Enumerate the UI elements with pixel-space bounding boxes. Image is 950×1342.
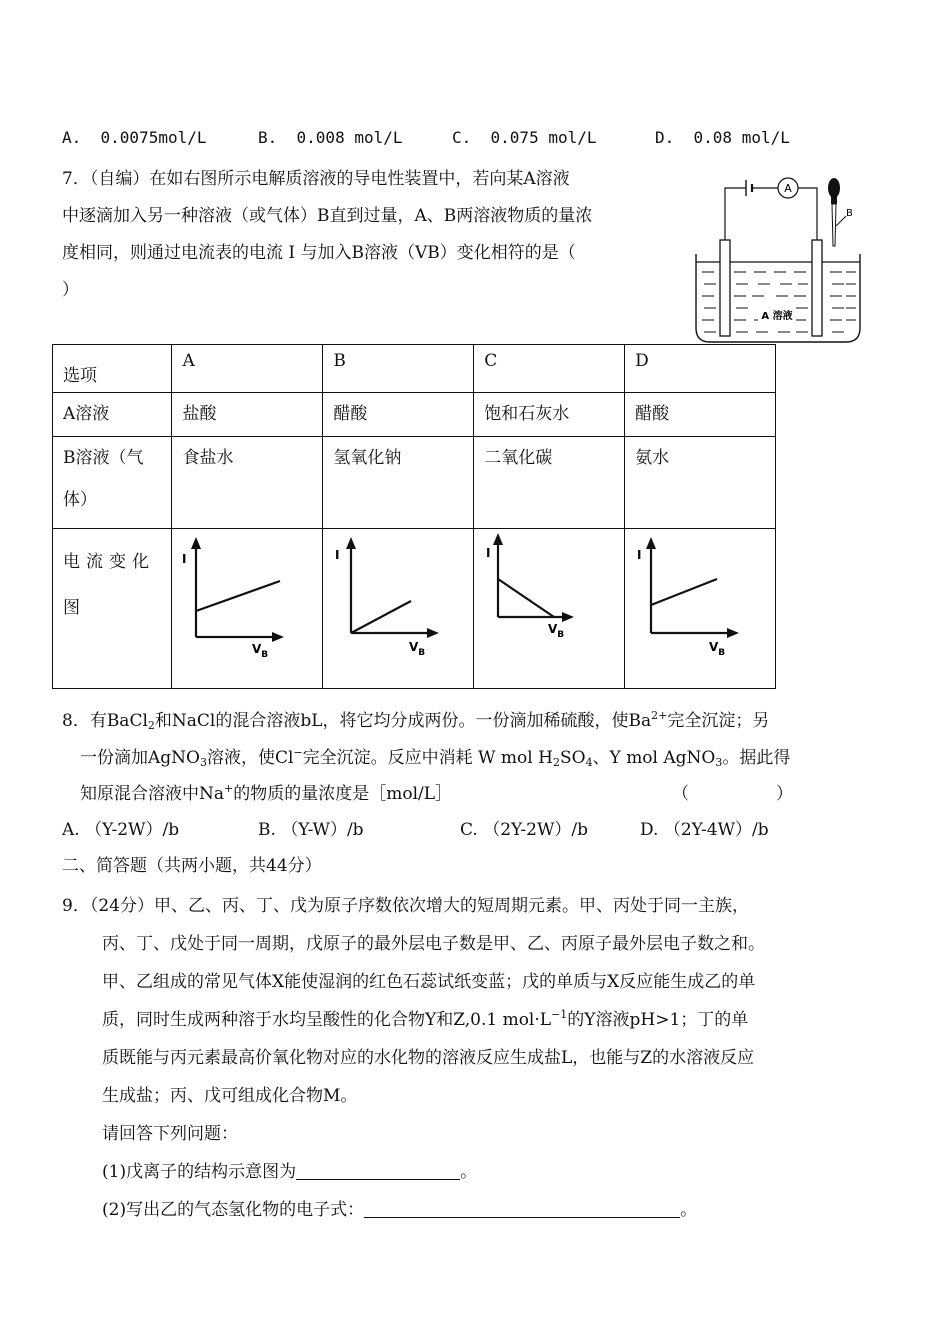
q9-prompt: 请回答下列问题：	[102, 1124, 238, 1144]
b-solution-d: 氨水	[625, 437, 776, 529]
q7-line-4: ）	[62, 280, 79, 300]
graph-d-y-arrow	[646, 537, 656, 549]
q7-line-2: 中逐滴加入另一种溶液（或气体）B直到过量，A、B两溶液物质的量浓	[62, 206, 593, 226]
option-c-header: C	[474, 345, 625, 393]
dropper-neck	[831, 196, 837, 204]
graph-a-x-arrow	[272, 632, 284, 642]
graph-b-x-arrow	[427, 628, 439, 638]
left-electrode	[720, 240, 730, 336]
q8-option-b: B. （Y-W）/b	[258, 820, 364, 840]
q9-line-6: 生成盐；丙、戊可组成化合物M。	[102, 1086, 358, 1106]
q8-line-1: 8．有BaCl$_2$和NaCl的混合溶液bL，将它均分成两份。一份滴加稀硫酸，使$Ba^{2+}$完全沉淀；另	[62, 709, 770, 732]
graph-cell-c	[474, 529, 625, 689]
table-row-current-graph	[53, 529, 776, 689]
graph-c-x-label: $V_B$	[548, 622, 565, 640]
q6-option-a: A. 0.0075mol/L	[62, 128, 207, 147]
dropper-bulb	[828, 178, 840, 198]
answer-blank-1[interactable]	[296, 1161, 460, 1180]
q6-option-c: C. 0.075 mol/L	[452, 128, 597, 147]
row-label-option: 选项	[53, 345, 172, 393]
graph-b-y-label: I	[335, 548, 340, 562]
graph-cell-a	[172, 529, 323, 689]
graph-b-y-arrow	[346, 537, 356, 549]
current-graph-b	[323, 529, 471, 687]
graph-c-curve	[498, 579, 554, 617]
answer-blank-2[interactable]	[364, 1199, 680, 1218]
section-2-title: 二、简答题（共两小题，共44分）	[62, 856, 322, 876]
row-label-b-solution: B溶液（气 体）	[53, 437, 172, 529]
ammeter-label: A	[784, 182, 792, 195]
right-electrode	[812, 240, 822, 336]
q7-line-1: 7．（自编）在如右图所示电解质溶液的导电性装置中，若向某A溶液	[62, 169, 570, 189]
table-row-a-solution	[53, 393, 776, 437]
q9-sub-question-1: (1)戊离子的结构示意图为 。	[102, 1162, 478, 1182]
q8-line-3: 知原混合溶液中Na+的物质的量浓度是［mol/L］	[80, 782, 453, 804]
q8-answer-paren-right: ）	[776, 784, 793, 804]
current-graph-a	[172, 529, 320, 687]
graph-a-y-arrow	[191, 537, 201, 549]
current-graph-d	[625, 529, 773, 687]
table-row-option	[53, 345, 776, 393]
q9-line-3: 甲、乙组成的常见气体X能使湿润的红色石蕊试纸变蓝；戊的单质与X反应能生成乙的单	[102, 972, 756, 992]
graph-c-y-label: I	[486, 546, 491, 560]
graph-b-x-label: $V_B$	[409, 640, 426, 658]
row-label-a-solution: A溶液	[53, 393, 172, 437]
option-d-header: D	[625, 345, 776, 393]
a-solution-d: 醋酸	[625, 393, 776, 437]
graph-d-y-label: I	[637, 548, 642, 562]
graph-a-x-label: $V_B$	[252, 642, 269, 660]
graph-d-curve	[651, 579, 717, 605]
wire-left	[725, 188, 746, 240]
graph-b-curve	[351, 601, 411, 633]
solution-label: A 溶液	[761, 311, 793, 322]
wire-right	[798, 188, 817, 240]
option-a-header: A	[172, 345, 323, 393]
q8-answer-paren-left: （	[672, 784, 689, 804]
q9-line-5: 质既能与丙元素最高价氧化物对应的水化物的溶液反应生成盐L，也能与Z的水溶液反应	[102, 1048, 755, 1068]
q8-line-2: 一份滴加AgNO$_3$溶液，使Cl−完全沉淀。反应中消耗 W mol $H_2SO_4$、Y mol AgNO$_3$。据此得	[80, 746, 791, 769]
q6-option-d: D. 0.08 mol/L	[655, 128, 790, 147]
b-solution-b: 氢氧化钠	[323, 437, 474, 529]
q9-line-4: 质，同时生成两种溶于水均呈酸性的化合物Y和Z,0.1 $mol\cdot L^{-1}$的Y溶液pH>1；丁的单	[102, 1008, 749, 1030]
dropper-tube	[832, 204, 836, 246]
b-solution-a: 食盐水	[172, 437, 323, 529]
graph-cell-d	[625, 529, 776, 689]
q8-option-d: D. （2Y-4W）/b	[640, 820, 769, 840]
graph-a-y-label: I	[182, 552, 187, 566]
a-solution-a: 盐酸	[172, 393, 323, 437]
graph-c-y-arrow	[493, 533, 503, 545]
option-b-header: B	[323, 345, 474, 393]
dropper-leader	[836, 216, 846, 226]
row-label-current-graph: 电流变化 图	[53, 529, 172, 689]
q7-options-table	[52, 344, 776, 689]
q6-option-b: B. 0.008 mol/L	[258, 128, 403, 147]
graph-a-curve	[196, 581, 280, 611]
q9-line-1: 9．（24分）甲、乙、丙、丁、戊为原子序数依次增大的短周期元素。甲、丙处于同一主族，	[62, 896, 749, 916]
graph-d-x-label: $V_B$	[709, 640, 726, 658]
graph-c-x-arrow	[562, 612, 574, 622]
dropper-label: B	[846, 208, 853, 219]
q7-line-3: 度相同，则通过电流表的电流 I 与加入B溶液（VB）变化相符的是（	[62, 243, 576, 263]
graph-cell-b	[323, 529, 474, 689]
table-row-b-solution	[53, 437, 776, 529]
current-graph-c	[474, 529, 622, 687]
a-solution-c: 饱和石灰水	[474, 393, 625, 437]
q9-sub-question-2: (2)写出乙的气态氢化物的电子式： 。	[102, 1200, 698, 1220]
a-solution-b: 醋酸	[323, 393, 474, 437]
q9-line-2: 丙、丁、戊处于同一周期，戊原子的最外层电子数是甲、乙、丙原子最外层电子数之和。	[102, 934, 765, 954]
graph-d-x-arrow	[727, 628, 739, 638]
q8-option-a: A. （Y-2W）/b	[62, 820, 180, 840]
conductivity-apparatus-diagram	[690, 168, 866, 346]
q8-option-c: C. （2Y-2W）/b	[460, 820, 589, 840]
b-solution-c: 二氧化碳	[474, 437, 625, 529]
